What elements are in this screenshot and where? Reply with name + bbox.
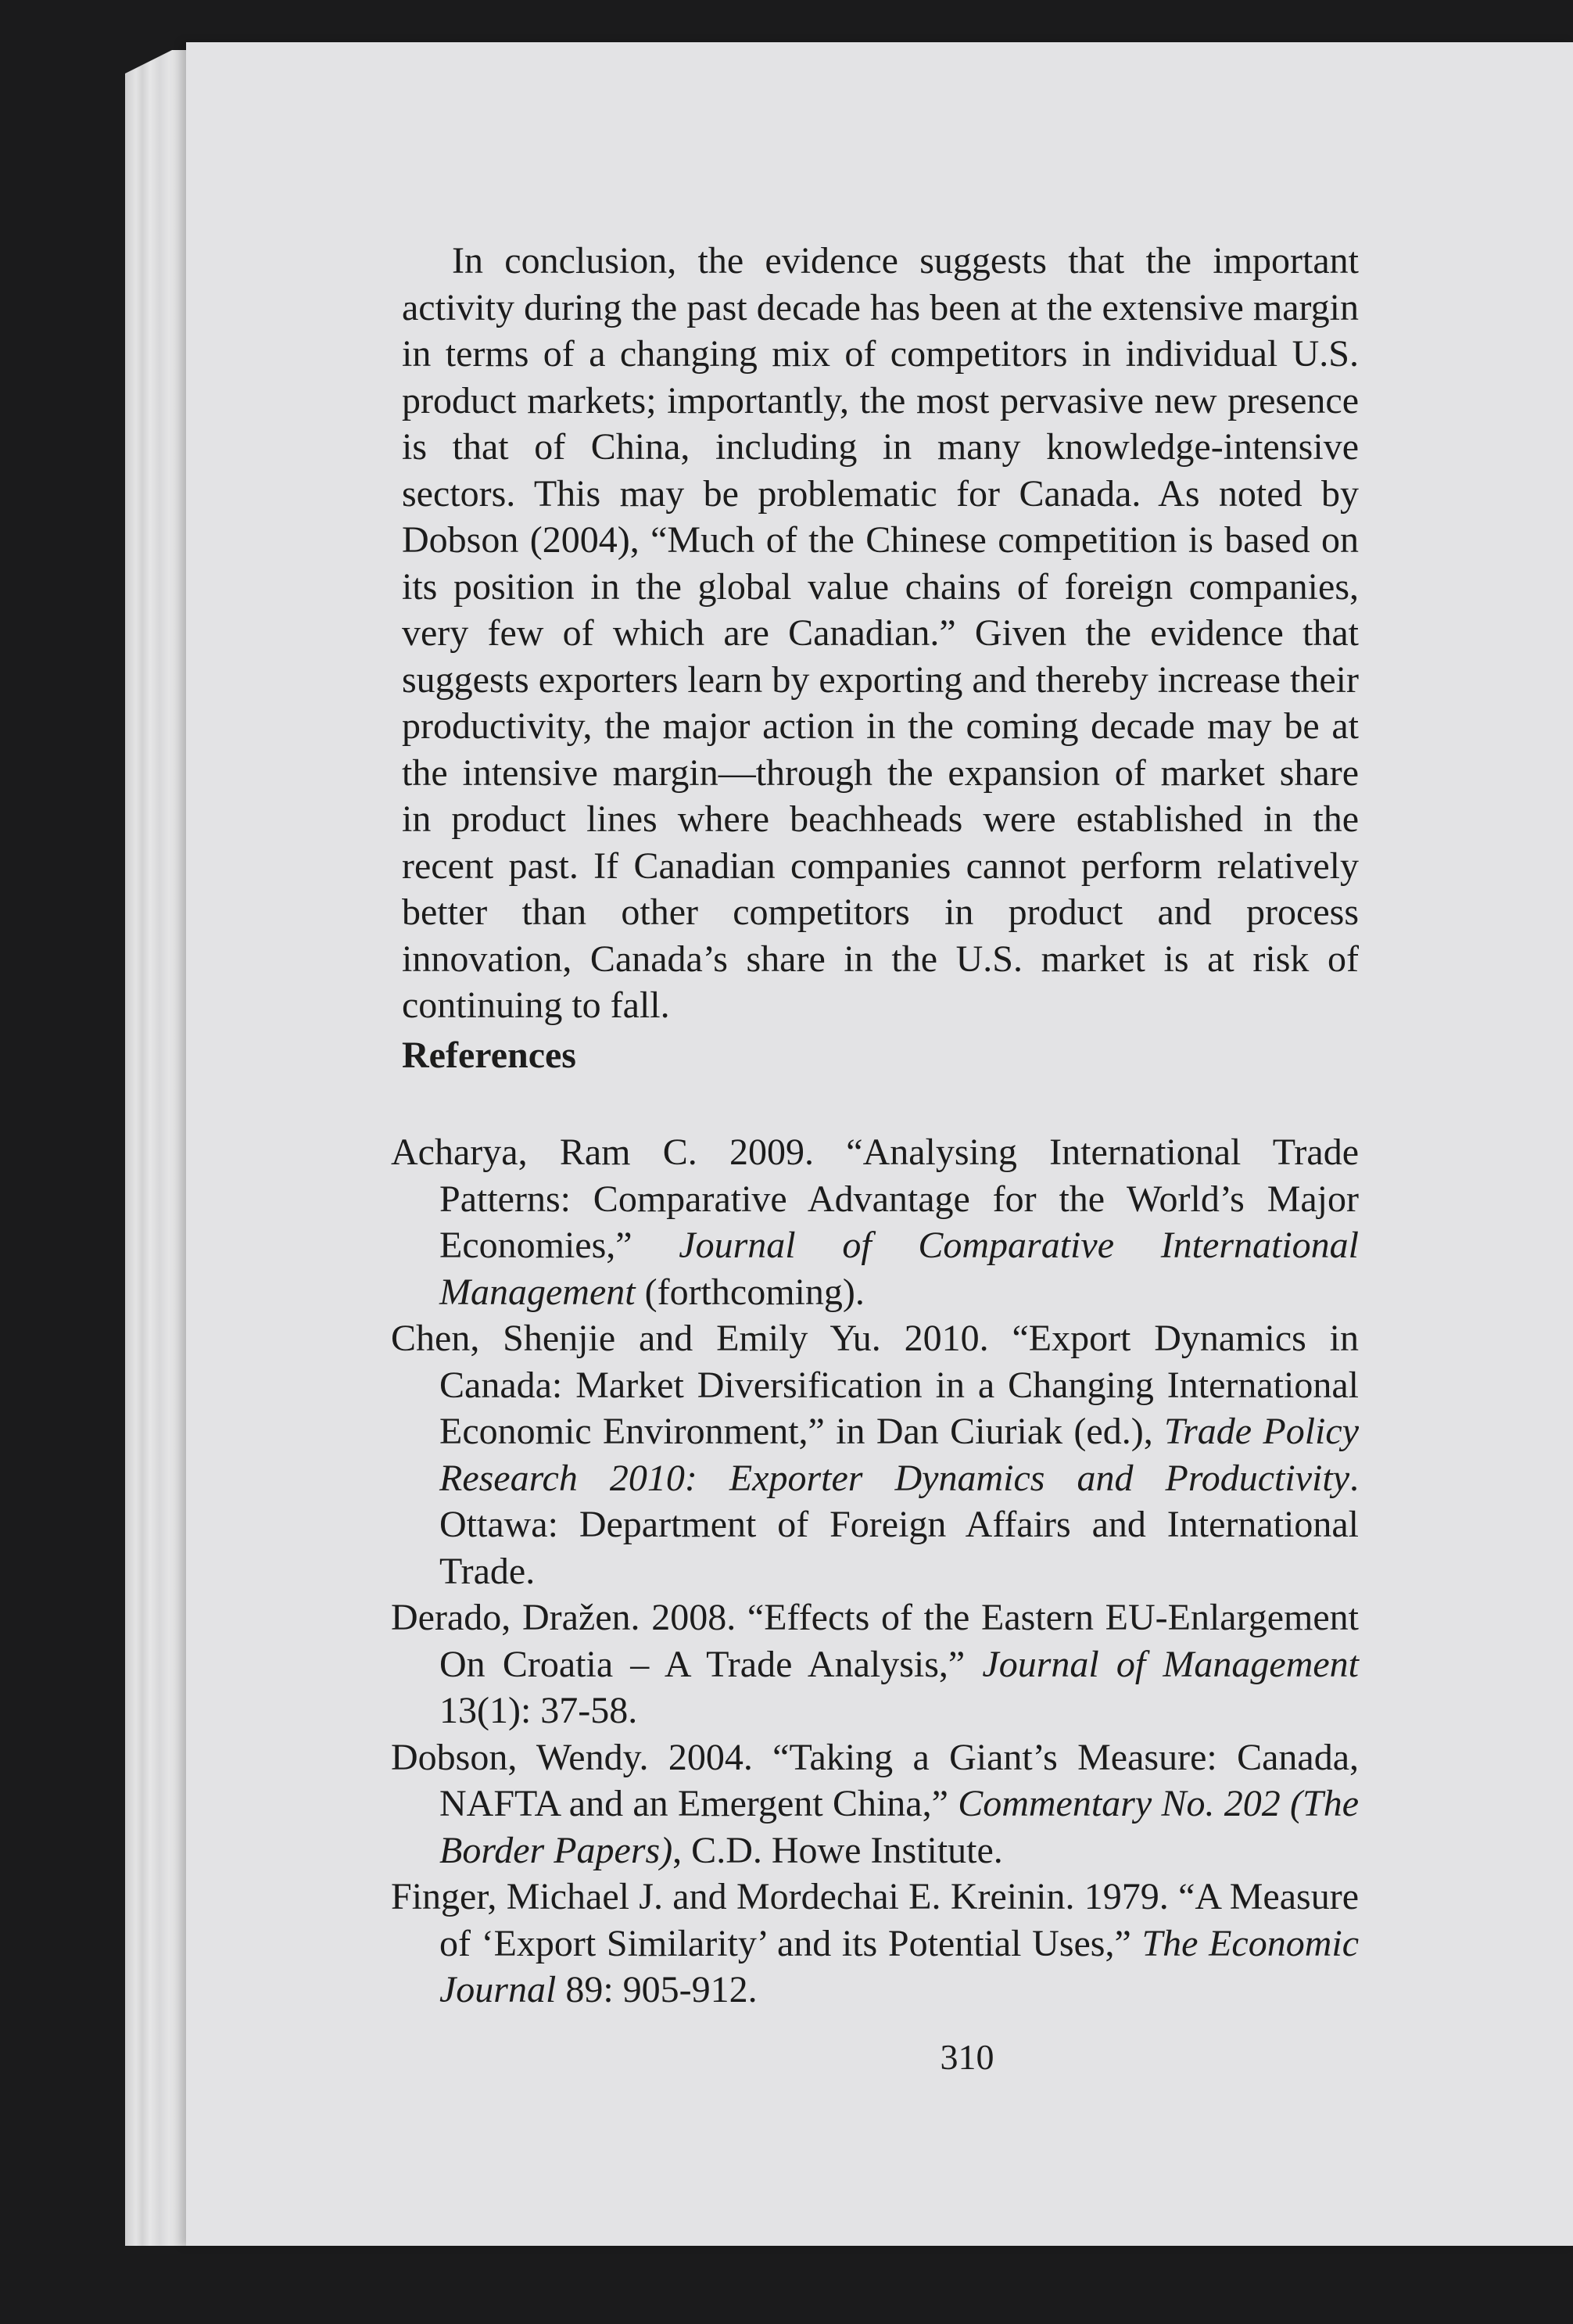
reference-item-dobson xyxy=(391,1734,1359,1874)
page-number-container xyxy=(186,2036,1573,2078)
reference-text: . Ottawa: Department of Foreign Affairs and International Trade. xyxy=(439,1457,1359,1592)
reference-text: Acharya, Ram C. 2009. “Analysing International Trade Patterns: Comparative Advantage for the World’s Major Economies,” xyxy=(391,1132,1359,1266)
reference-item-acharya xyxy=(391,1129,1359,1315)
page-number: 310 xyxy=(940,2037,994,2077)
reference-item-finger xyxy=(391,1874,1359,2014)
reference-item-derado xyxy=(391,1594,1359,1734)
references-heading: References xyxy=(402,1035,576,1076)
reference-title: Trade Policy Research 2010: Exporter Dynamics and Productivity xyxy=(439,1411,1360,1499)
reference-text: Finger, Michael J. and Mordechai E. Kreinin. 1979. “A Measure of ‘Export Similarity’ and its Potential Uses,” xyxy=(391,1876,1359,1964)
reference-item-chen xyxy=(391,1315,1359,1594)
reference-text: 13(1): 37-58. xyxy=(439,1690,638,1731)
reference-text: Derado, Dražen. 2008. “Effects of the Eastern EU-Enlargement On Croatia – A Trade Analysis,” xyxy=(391,1597,1359,1685)
reference-text: (forthcoming). xyxy=(635,1271,865,1313)
reference-text: , C.D. Howe Institute. xyxy=(672,1829,1003,1871)
book-page xyxy=(186,42,1573,2246)
reference-title: Commentary No. 202 (The Border Papers) xyxy=(439,1783,1360,1871)
reference-text: Chen, Shenjie and Emily Yu. 2010. “Export Dynamics in Canada: Market Diversification in a Changing International Economic Environment,” in Dan Ciuriak (ed.), xyxy=(391,1318,1359,1452)
reference-text: 89: 905-912. xyxy=(556,1969,758,2010)
conclusion-paragraph: In conclusion, the evidence suggests that the important activity during the past decade has been at the extensive margin in terms of a changing mix of competitors in individual U.S. product markets; importantly, the most pervasive new presence is that of China, including in many knowledge-intensive sectors. This may be problematic for Canada. As noted by Dobson (2004), “Much of the Chinese competition is based on its position in the global value chains of foreign companies, very few of which are Canadian.” Given the evidence that suggests exporters learn by exporting and thereby increase their productivity, the major action in the coming decade may be at the intensive margin—through the expansion of market share in product lines where beachheads were established in the recent past. If Canadian companies cannot perform relatively better than other competitors in product and process innovation, Canada’s share in the U.S. market is at risk of continuing to fall. xyxy=(402,240,1359,1026)
references-list xyxy=(391,1129,1359,2014)
reference-title: The Economic Journal xyxy=(439,1922,1360,2010)
reference-title: Journal of Comparative International Management xyxy=(439,1225,1360,1313)
reference-title: Journal of Management xyxy=(982,1643,1360,1685)
reference-text: Dobson, Wendy. 2004. “Taking a Giant’s Measure: Canada, NAFTA and an Emergent China,” xyxy=(391,1736,1359,1824)
